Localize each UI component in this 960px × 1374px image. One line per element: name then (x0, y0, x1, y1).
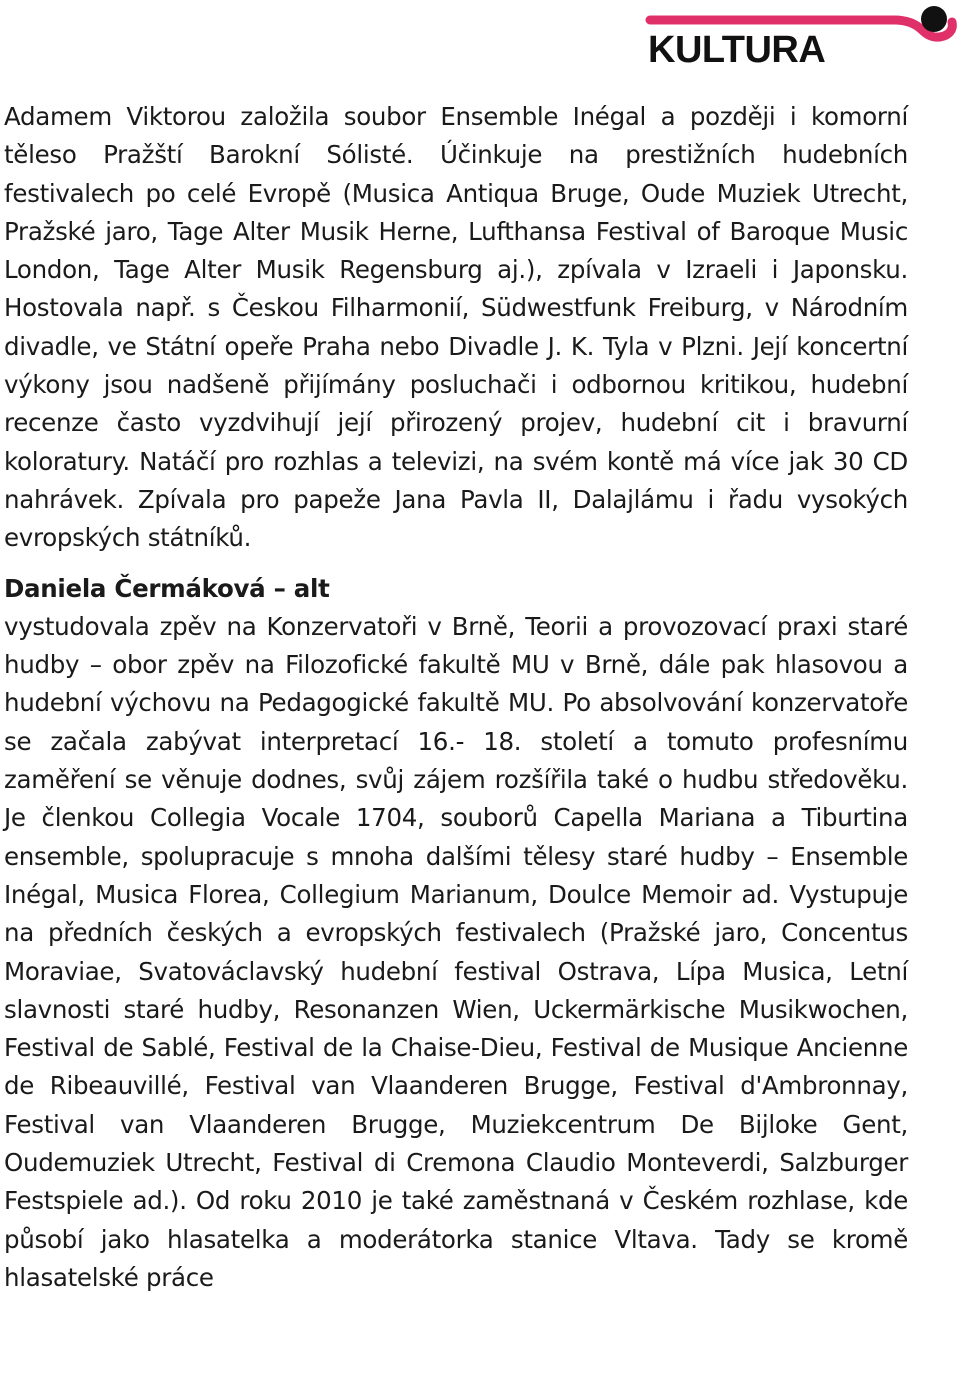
section-label: KULTURA (648, 29, 826, 71)
performer-heading: Daniela Čermáková – alt (4, 573, 330, 603)
page-header (0, 0, 960, 80)
article-body (4, 98, 908, 1297)
article-paragraph-2: vystudovala zpěv na Konzervatoři v Brně, Teorii a provozovací praxi staré hudby – obor zpěv na Filozofické fakultě MU v Brně, dále pak hlasovou a hudební výchovu na Pedagogické fakultě MU. Po absolvování konzervatoře se začala zabývat interpretací 16.- 18. století a tomuto profesnímu zaměření se věnuje dodnes, svůj zájem rozšířila také o hudbu středověku. Je členkou Collegia Vocale 1704, souborů Capella Mariana a Tiburtina ensemble, spolupracuje s mnoha dalšími tělesy staré hudby – Ensemble Inégal, Musica Florea, Collegium Marianum, Doulce Memoir ad. Vystupuje na předních českých a evropských festivalech (Pražské jaro, Concentus Moraviae, Svatováclavský hudební festival Ostrava, Lípa Musica, Letní slavnosti staré hudby, Resonanzen Wien, Uckermärkische Musikwochen, Festival de Sablé, Festival de la Chaise-Dieu, Festival de Musique Ancienne de Ribeauvillé, Festival van Vlaanderen Brugge, Festival d'Ambronnay, Festival van Vlaanderen Brugge, Muziekcentrum De Bijloke Gent, Oudemuziek Utrecht, Festival di Cremona Claudio Monteverdi, Salzburger Festspiele ad.). Od roku 2010 je také zaměstnaná v Českém rozhlase, kde působí jako hlasatelka a moderátorka stanice Vltava. Tady se kromě hlasatelské práce (4, 611, 908, 1292)
article-paragraph-1: Adamem Viktorou založila soubor Ensemble Inégal a později i komorní těleso Pražští Barokní Sólisté. Účinkuje na prestižních hudebních festivalech po celé Evropě (Musica Antiqua Bruge, Oude Muziek Utrecht, Pražské jaro, Tage Alter Musik Herne, Lufthansa Festival of Baroque Music London, Tage Alter Musik Regensburg aj.), zpívala v Izraeli i Japonsku. Hostovala např. s Českou Filharmonií, Südwestfunk Freiburg, v Národním divadle, ve Státní opeře Praha nebo Divadle J. K. Tyla v Plzni. Její koncertní výkony jsou nadšeně přijímány posluchači i odbornou kritikou, hudební recenze často vyzdvihují její přirozený projev, hudební cit i bravurní koloratury. Natáčí pro rozhlas a televizi, na svém kontě má více jak 30 CD nahrávek. Zpívala pro papeže Jana Pavla II, Dalajlámu i řadu vysokých evropských státníků. (4, 102, 908, 553)
kultura-section-logo (644, 0, 960, 80)
logo-dot-icon (921, 6, 947, 32)
